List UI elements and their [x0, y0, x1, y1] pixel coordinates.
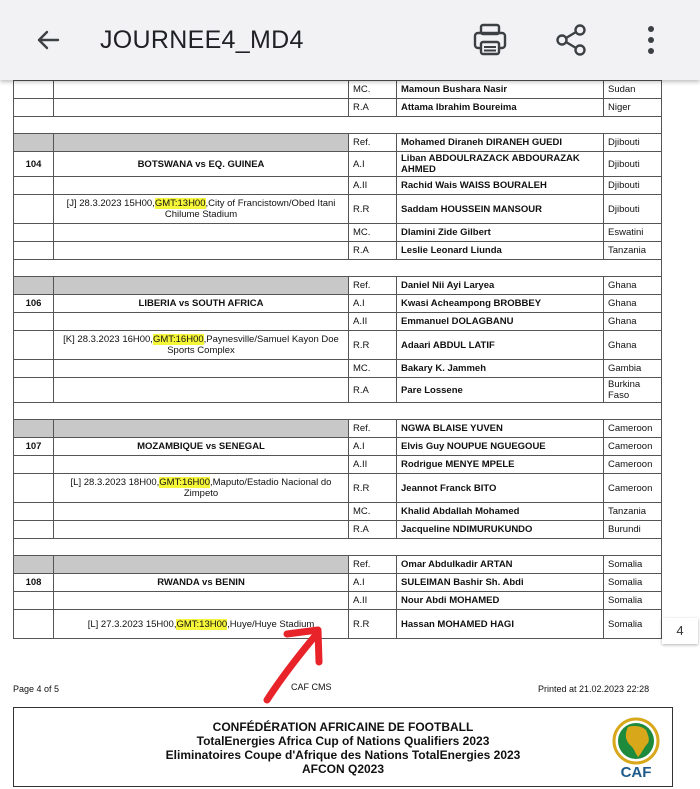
official-row: [14, 313, 662, 331]
role-cell: R.A: [349, 378, 397, 403]
number-cell: [14, 277, 54, 295]
match-teams: LIBERIA vs SOUTH AFRICA: [54, 295, 349, 313]
officials-table: [13, 80, 662, 639]
spacer-cell: [14, 539, 662, 556]
number-cell: [14, 503, 54, 521]
spacer-row: [14, 117, 662, 134]
match-date: [K] 28.3.2023 16H00,: [63, 334, 153, 345]
official-country: Ghana: [604, 331, 662, 360]
info-cell: [54, 313, 349, 331]
role-cell: R.A: [349, 99, 397, 117]
official-country: Somalia: [604, 592, 662, 610]
official-row: [14, 521, 662, 539]
role-cell: R.R: [349, 474, 397, 503]
gmt-time-highlight: GMT:16H00: [159, 477, 210, 488]
info-cell: [54, 224, 349, 242]
match-info: [54, 195, 349, 224]
official-row: [14, 592, 662, 610]
role-cell: Ref.: [349, 134, 397, 152]
official-name: Adaari ABDUL LATIF: [397, 331, 604, 360]
official-row: [14, 420, 662, 438]
info-cell: [54, 360, 349, 378]
official-country: Cameroon: [604, 474, 662, 503]
official-row: [14, 295, 662, 313]
footer-printed-at: Printed at 21.02.2023 22:28: [538, 684, 650, 694]
official-name: Rodrigue MENYE MPELE: [397, 456, 604, 474]
role-cell: MC.: [349, 224, 397, 242]
match-venue: ,Huye/Huye Stadium: [227, 618, 315, 630]
match-info: [54, 474, 349, 503]
info-cell: [54, 503, 349, 521]
official-row: [14, 99, 662, 117]
official-name: Daniel Nii Ayi Laryea: [397, 277, 604, 295]
official-name: Saddam HOUSSEIN MANSOUR: [397, 195, 604, 224]
official-country: Cameroon: [604, 456, 662, 474]
official-name: Elvis Guy NOUPUE NGUEGOUE: [397, 438, 604, 456]
official-name: Kwasi Acheampong BROBBEY: [397, 295, 604, 313]
match-date: [L] 27.3.2023 15H00,: [87, 618, 177, 630]
official-country: Cameroon: [604, 438, 662, 456]
official-name: Bakary K. Jammeh: [397, 360, 604, 378]
role-cell: R.R: [349, 195, 397, 224]
role-cell: A.I: [349, 438, 397, 456]
official-country: Somalia: [604, 610, 662, 639]
number-cell: [14, 420, 54, 438]
gmt-time-highlight: GMT:13H00: [154, 198, 206, 209]
match-teams: RWANDA vs BENIN: [54, 574, 349, 592]
number-cell: [14, 313, 54, 331]
role-cell: A.I: [349, 295, 397, 313]
official-country: Somalia: [604, 574, 662, 592]
match-venue: ,Paynesville/Samuel Kayon Doe Sports Complex: [167, 334, 339, 356]
official-name: Nour Abdi MOHAMED: [397, 592, 604, 610]
official-country: Niger: [604, 99, 662, 117]
match-teams: MOZAMBIQUE vs SENEGAL: [54, 438, 349, 456]
match-number: 107: [14, 438, 54, 456]
official-name: Attama Ibrahim Boureima: [397, 99, 604, 117]
official-country: Ghana: [604, 277, 662, 295]
number-cell: [14, 556, 54, 574]
caf-line: TotalEnergies Africa Cup of Nations Qualifiers 2023: [196, 734, 490, 748]
official-row: [14, 242, 662, 260]
official-country: Gambia: [604, 360, 662, 378]
official-row: [14, 331, 662, 360]
app-bar: [0, 0, 700, 80]
role-cell: MC.: [349, 81, 397, 99]
official-name: Dlamini Zide Gilbert: [397, 224, 604, 242]
official-country: Djibouti: [604, 152, 662, 177]
number-cell: [14, 242, 54, 260]
role-cell: A.I: [349, 152, 397, 177]
role-cell: MC.: [349, 503, 397, 521]
role-cell: A.II: [349, 313, 397, 331]
caf-title-lines: [14, 720, 672, 776]
role-cell: Ref.: [349, 420, 397, 438]
official-row: [14, 474, 662, 503]
spacer-row: [14, 539, 662, 556]
official-name: Omar Abdulkadir ARTAN: [397, 556, 604, 574]
info-cell: [54, 456, 349, 474]
official-row: [14, 195, 662, 224]
spacer-row: [14, 403, 662, 420]
back-arrow-icon[interactable]: [30, 22, 66, 58]
match-venue: ,City of Francistown/Obed Itani Chilume Stadium: [164, 198, 336, 220]
role-cell: Ref.: [349, 277, 397, 295]
footer-system: CAF CMS: [291, 682, 332, 692]
match-number: 106: [14, 295, 54, 313]
official-country: Ghana: [604, 295, 662, 313]
page-number-badge: 4: [662, 618, 698, 644]
official-row: [14, 574, 662, 592]
official-country: Somalia: [604, 556, 662, 574]
info-cell: [54, 592, 349, 610]
info-cell: [54, 556, 349, 574]
info-cell: [54, 242, 349, 260]
number-cell: [14, 610, 54, 639]
official-name: Pare Lossene: [397, 378, 604, 403]
official-name: NGWA BLAISE YUVEN: [397, 420, 604, 438]
number-cell: [14, 456, 54, 474]
number-cell: [14, 378, 54, 403]
role-cell: R.R: [349, 610, 397, 639]
role-cell: A.II: [349, 592, 397, 610]
number-cell: [14, 134, 54, 152]
role-cell: R.A: [349, 521, 397, 539]
printer-icon[interactable]: [470, 20, 510, 60]
info-cell: [54, 99, 349, 117]
match-number: 104: [14, 152, 54, 177]
official-name: Rachid Wais WAISS BOURALEH: [397, 177, 604, 195]
official-country: Burkina Faso: [604, 378, 662, 403]
official-country: Ghana: [604, 313, 662, 331]
official-name: Emmanuel DOLAGBANU: [397, 313, 604, 331]
official-name: Leslie Leonard Liunda: [397, 242, 604, 260]
official-name: Liban ABDOULRAZACK ABDOURAZAK AHMED: [397, 152, 604, 177]
official-row: [14, 360, 662, 378]
caf-line: Eliminatoires Coupe d'Afrique des Nations TotalEnergies 2023: [165, 748, 521, 762]
document-page: [0, 80, 700, 789]
info-cell: [54, 420, 349, 438]
red-arrow-annotation: [255, 618, 335, 708]
official-name: Jacqueline NDIMURUKUNDO: [397, 521, 604, 539]
official-row: [14, 134, 662, 152]
gmt-time-highlight: GMT:13H00: [176, 618, 228, 630]
role-cell: R.R: [349, 331, 397, 360]
official-row: [14, 456, 662, 474]
role-cell: A.I: [349, 574, 397, 592]
official-row: [14, 224, 662, 242]
official-row: [14, 81, 662, 99]
more-vert-icon[interactable]: [636, 22, 666, 58]
caf-logo-text: CAF: [620, 764, 652, 781]
caf-line: CONFÉDÉRATION AFRICAINE DE FOOTBALL: [212, 720, 474, 734]
info-cell: [54, 378, 349, 403]
number-cell: [14, 360, 54, 378]
official-row: [14, 177, 662, 195]
official-row: [14, 378, 662, 403]
info-cell: [54, 81, 349, 99]
number-cell: [14, 99, 54, 117]
info-cell: [54, 134, 349, 152]
share-icon[interactable]: [553, 22, 589, 58]
caf-logo-icon: [604, 713, 668, 781]
official-row: [14, 438, 662, 456]
official-country: Tanzania: [604, 503, 662, 521]
official-country: Djibouti: [604, 177, 662, 195]
caf-line: AFCON Q2023: [301, 762, 385, 776]
role-cell: Ref.: [349, 556, 397, 574]
info-cell: [54, 521, 349, 539]
gmt-time-highlight: GMT:16H00: [152, 334, 204, 345]
official-name: Jeannot Franck BITO: [397, 474, 604, 503]
official-name: Hassan MOHAMED HAGI: [397, 610, 604, 639]
official-row: [14, 610, 662, 639]
role-cell: MC.: [349, 360, 397, 378]
spacer-cell: [14, 117, 662, 134]
number-cell: [14, 331, 54, 360]
match-info: [54, 331, 349, 360]
match-venue: ,Maputo/Estadio Nacional do Zimpeto: [183, 477, 332, 499]
spacer-cell: [14, 260, 662, 277]
official-row: [14, 503, 662, 521]
official-row: [14, 277, 662, 295]
official-name: Mamoun Bushara Nasir: [397, 81, 604, 99]
number-cell: [14, 81, 54, 99]
number-cell: [14, 195, 54, 224]
official-country: Sudan: [604, 81, 662, 99]
info-cell: [54, 177, 349, 195]
official-row: [14, 152, 662, 177]
footer-page-count: Page 4 of 5: [13, 684, 60, 694]
spacer-cell: [14, 403, 662, 420]
role-cell: A.II: [349, 177, 397, 195]
caf-header-box: [13, 707, 673, 787]
official-country: Djibouti: [604, 195, 662, 224]
number-cell: [14, 224, 54, 242]
official-country: Tanzania: [604, 242, 662, 260]
official-country: Eswatini: [604, 224, 662, 242]
match-date: [L] 28.3.2023 18H00,: [70, 477, 160, 488]
official-name: SULEIMAN Bashir Sh. Abdi: [397, 574, 604, 592]
match-number: 108: [14, 574, 54, 592]
match-date: [J] 28.3.2023 15H00,: [66, 198, 155, 209]
document-title: JOURNEE4_MD4: [100, 26, 304, 54]
number-cell: [14, 521, 54, 539]
official-name: Mohamed Diraneh DIRANEH GUEDI: [397, 134, 604, 152]
number-cell: [14, 177, 54, 195]
info-cell: [54, 277, 349, 295]
official-country: Djibouti: [604, 134, 662, 152]
number-cell: [14, 592, 54, 610]
spacer-row: [14, 260, 662, 277]
official-name: Khalid Abdallah Mohamed: [397, 503, 604, 521]
official-country: Burundi: [604, 521, 662, 539]
role-cell: A.II: [349, 456, 397, 474]
official-country: Cameroon: [604, 420, 662, 438]
number-cell: [14, 474, 54, 503]
match-teams: BOTSWANA vs EQ. GUINEA: [54, 152, 349, 177]
role-cell: R.A: [349, 242, 397, 260]
official-row: [14, 556, 662, 574]
